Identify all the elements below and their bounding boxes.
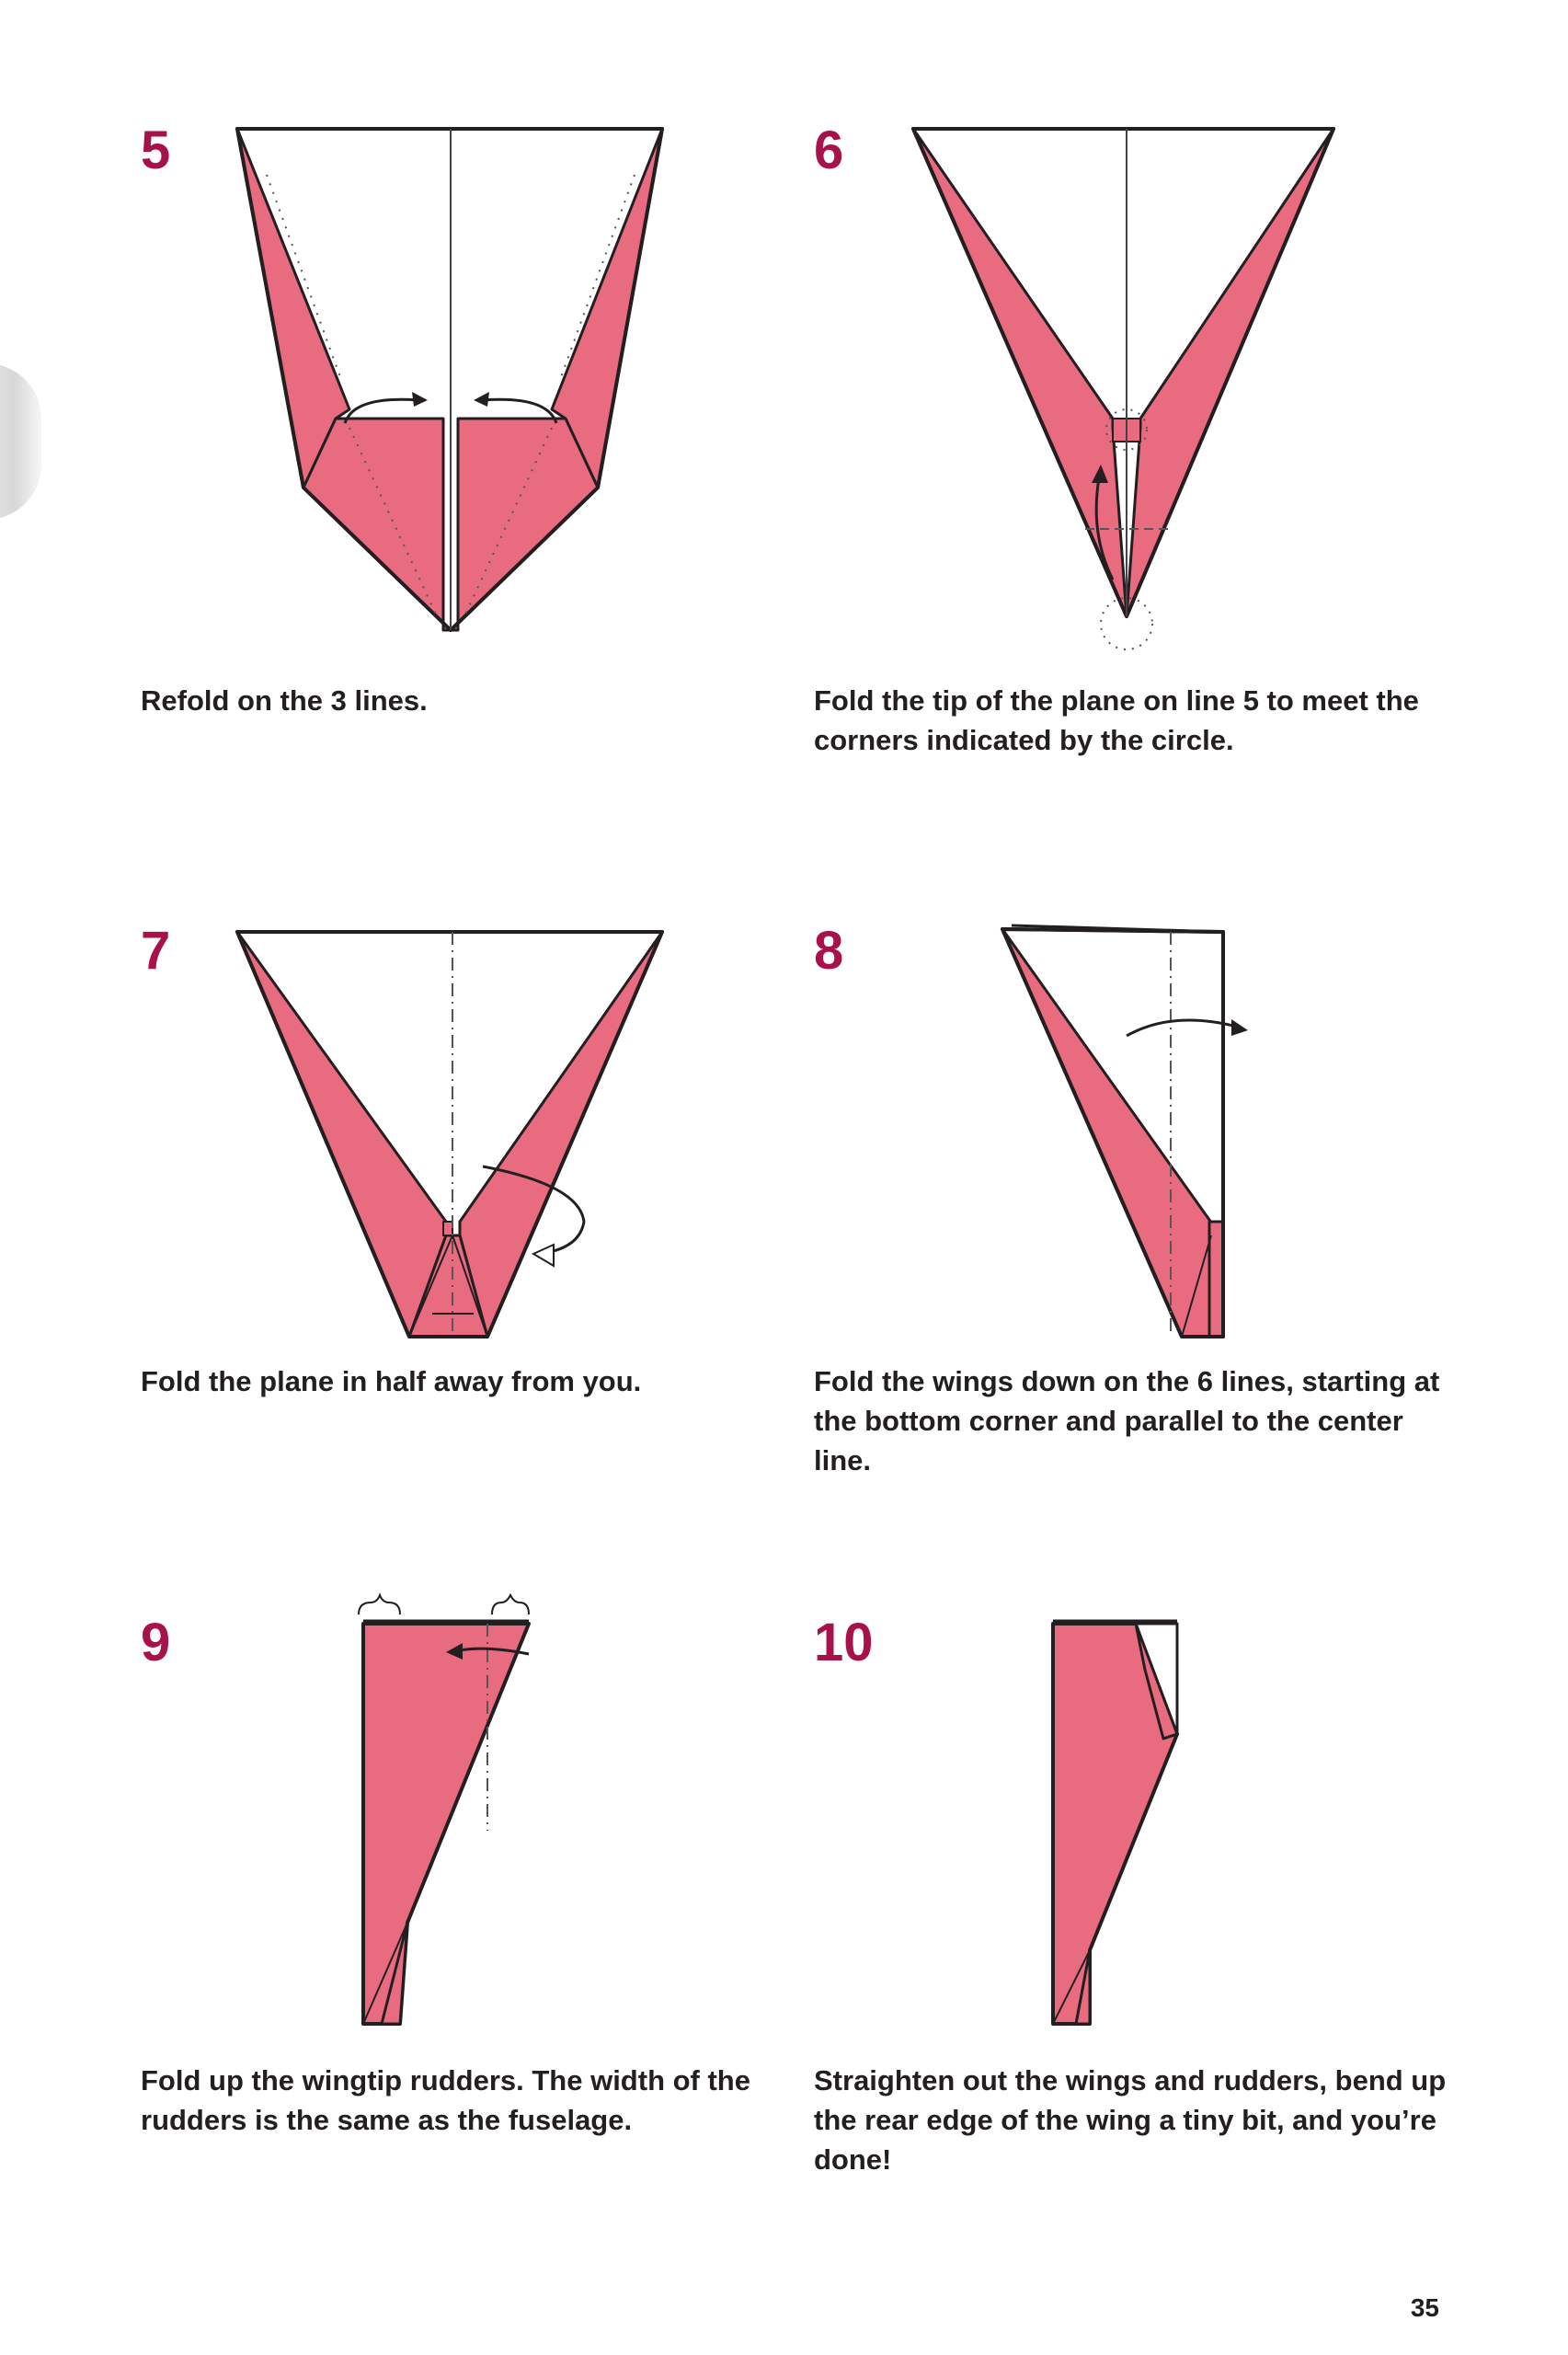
step-caption: Straighten out the wings and rudders, bend up the rear edge of the wing a tiny bit, and you’re done! — [814, 2064, 1447, 2176]
step-6-diagram — [906, 120, 1347, 672]
step-caption: Fold up the wingtip rudders. The width of the rudders is the same as the fuselage. — [141, 2064, 750, 2136]
step-caption: Fold the plane in half away from you. — [141, 1365, 642, 1397]
step-number: 5 — [141, 121, 171, 180]
step-number: 6 — [814, 121, 844, 180]
step-caption: Fold the tip of the plane on line 5 to meet the corners indicated by the circle. — [814, 684, 1419, 756]
step-number: 10 — [814, 1613, 874, 1672]
step-5-diagram — [230, 120, 671, 635]
step-number: 8 — [814, 921, 844, 981]
step-7-diagram — [230, 918, 671, 1350]
step-9-diagram — [354, 1591, 538, 2033]
step-10-diagram — [1044, 1614, 1228, 2038]
page-number: 35 — [1410, 2293, 1439, 2322]
step-caption: Fold the wings down on the 6 lines, starting at the bottom corner and parallel to the center line. — [814, 1365, 1440, 1476]
step-8-diagram — [998, 918, 1274, 1350]
step-number: 7 — [141, 921, 171, 981]
page-edge-decoration — [0, 363, 41, 520]
step-caption: Refold on the 3 lines. — [141, 684, 428, 717]
step-number: 9 — [141, 1613, 171, 1672]
